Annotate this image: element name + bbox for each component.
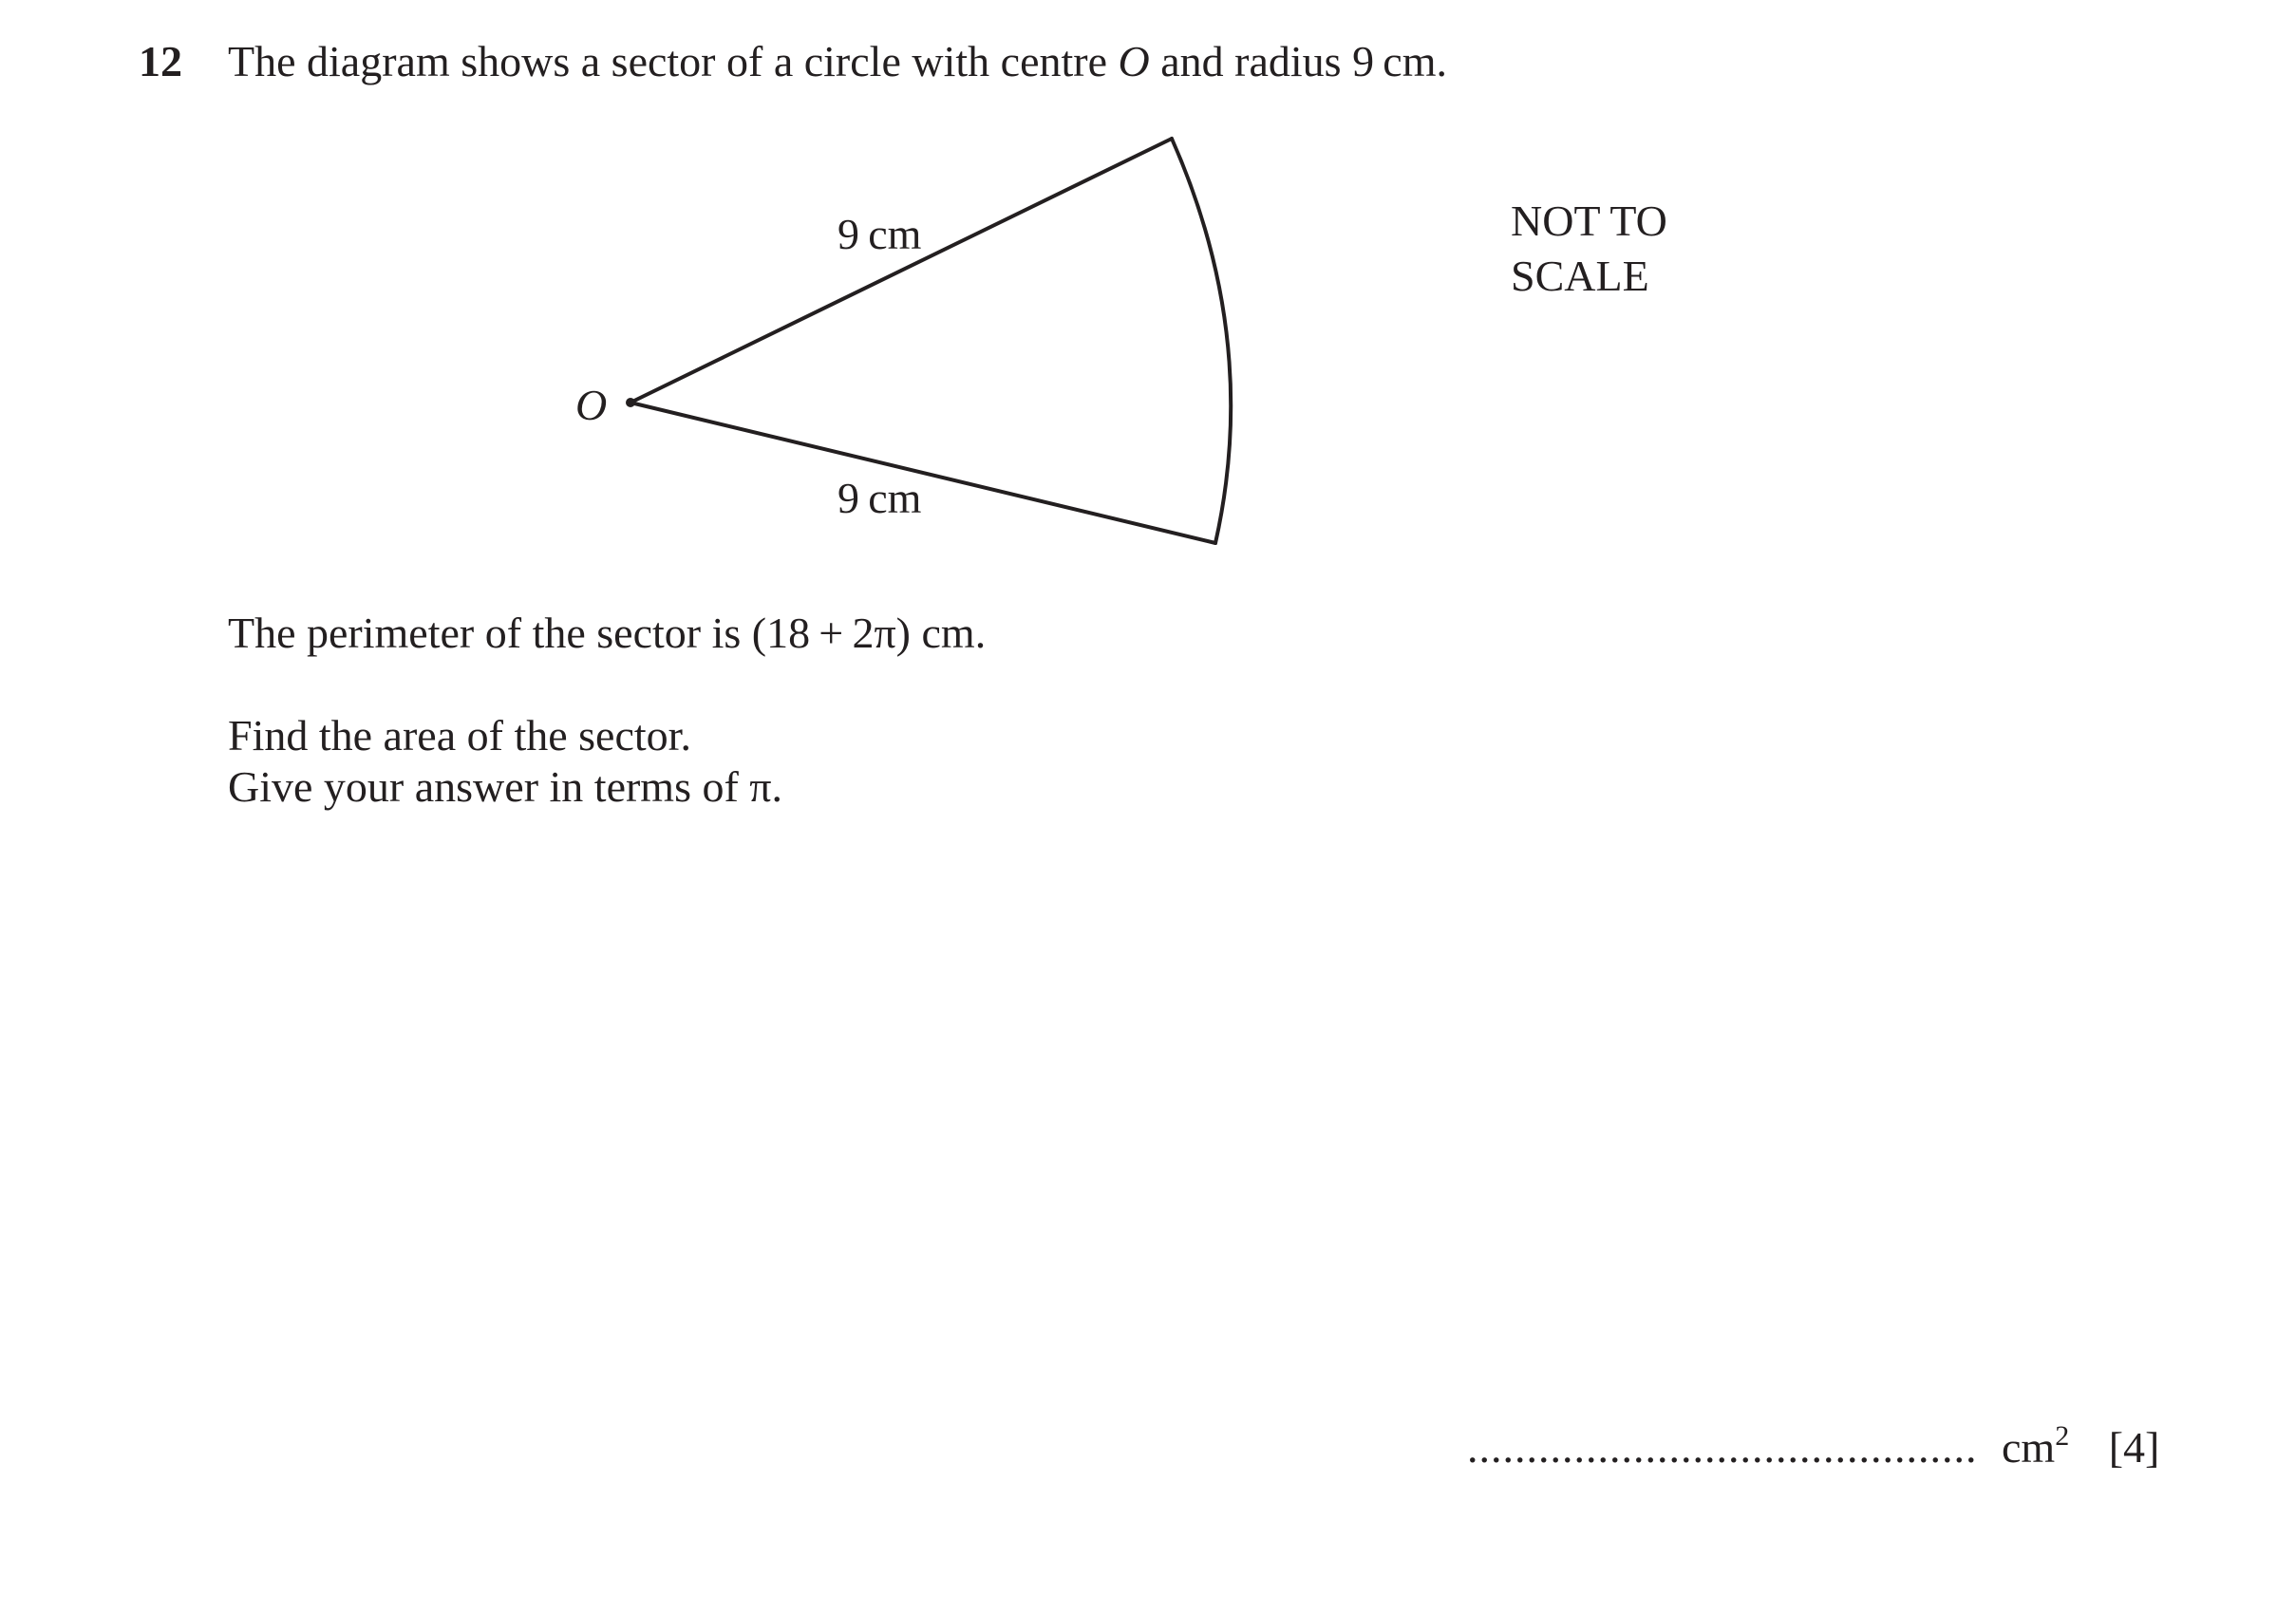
sector-arc <box>1172 139 1231 543</box>
answer-line[interactable] <box>1467 1418 2159 1477</box>
not-to-scale-line-1: NOT TO <box>1511 197 1667 245</box>
answer-unit-power: 2 <box>2055 1420 2070 1452</box>
stem-text-start: The diagram shows a sector of a circle with centre <box>228 37 1119 85</box>
answer-unit-text: cm <box>2002 1423 2056 1472</box>
perimeter-statement: The perimeter of the sector is (18 + 2π) cm. <box>228 609 987 657</box>
upper-radius-label: 9 cm <box>837 210 922 258</box>
stem-centre-label: O <box>1118 37 1150 85</box>
not-to-scale-note <box>1511 194 1667 304</box>
answer-dotted-line[interactable]: ........................................... <box>1467 1423 1978 1472</box>
centre-point <box>626 398 635 407</box>
upper-radius-line <box>630 139 1172 403</box>
lower-radius-line <box>630 403 1215 543</box>
instruction-terms-of-pi: Give your answer in terms of π. <box>228 762 783 811</box>
stem-text-end: and radius 9 cm. <box>1149 37 1447 85</box>
answer-unit <box>2002 1420 2070 1472</box>
not-to-scale-line-2: SCALE <box>1511 252 1649 300</box>
lower-radius-label: 9 cm <box>837 474 922 522</box>
marks-label: [4] <box>2108 1423 2160 1472</box>
question-number: 12 <box>139 37 182 85</box>
instruction-find-area: Find the area of the sector. <box>228 711 691 760</box>
centre-label: O <box>575 381 608 429</box>
